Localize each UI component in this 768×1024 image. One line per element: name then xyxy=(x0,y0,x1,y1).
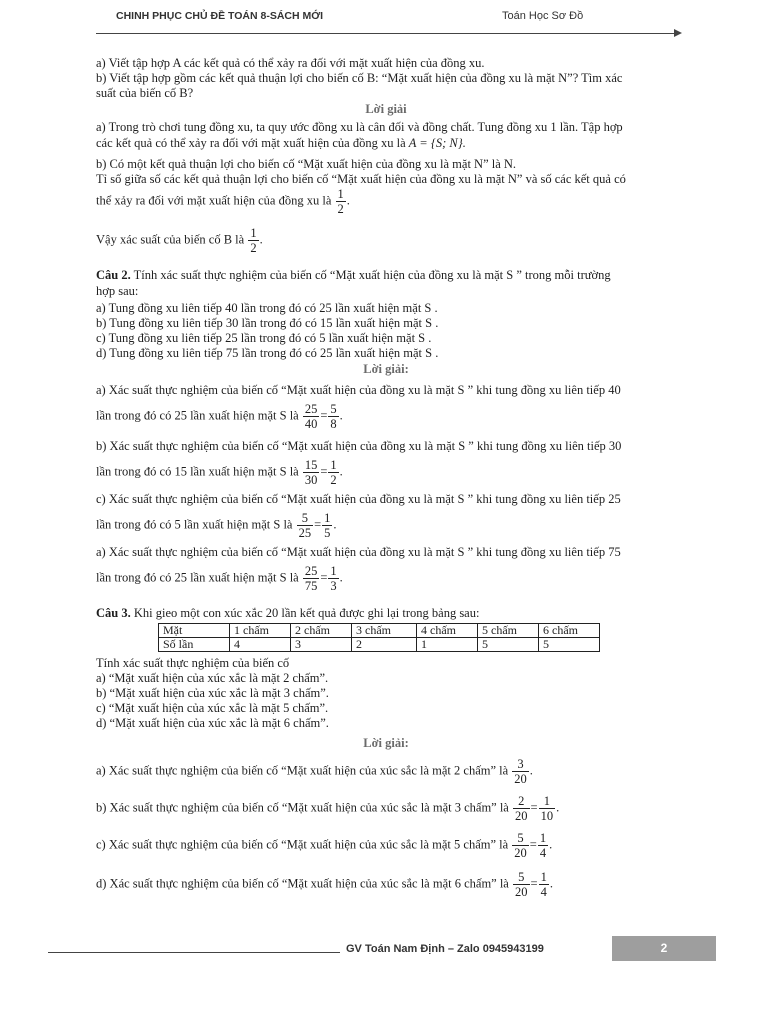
fraction-numerator: 5 xyxy=(513,870,530,885)
q3-prompt: Tính xác suất thực nghiệm của biến cố xyxy=(96,656,290,670)
fraction xyxy=(336,187,346,216)
fraction-denominator: 20 xyxy=(514,846,527,860)
fraction-numerator: 3 xyxy=(512,757,529,772)
q3-solution-a-text: a) Xác suất thực nghiệm của biến cố “Mặt xuất hiện của xúc sắc là mặt 2 chấm” là xyxy=(96,763,509,778)
table-cell: 5 xyxy=(478,638,539,652)
q1-solution-line3: b) Có một kết quả thuận lợi cho biến cố “Mặt xuất hiện của đồng xu là mặt N” là N. xyxy=(96,157,517,171)
q2-question-line2: hợp sau: xyxy=(96,284,139,298)
table-cell: 1 chấm xyxy=(230,624,291,638)
fraction xyxy=(303,458,320,487)
table-cell: 3 chấm xyxy=(352,624,417,638)
arrow-icon xyxy=(674,29,682,37)
q2-solution-c-text: lần trong đó có 5 lần xuất hiện mặt S là xyxy=(96,517,293,532)
q2-question-text: Tính xác suất thực nghiệm của biến cố “Mặt xuất hiện của đồng xu là mặt S ” trong mỗi trường xyxy=(133,268,611,282)
fraction xyxy=(328,458,338,487)
fraction-denominator: 25 xyxy=(298,526,312,540)
q2-solution-b-text: lần trong đó có 15 lần xuất hiện mặt S là xyxy=(96,464,299,479)
table-cell: Mặt xyxy=(159,624,230,638)
table-cell: 5 chấm xyxy=(478,624,539,638)
q1-solution-title: Lời giải xyxy=(365,102,407,116)
fraction xyxy=(303,564,320,593)
q2-label: Câu 2. xyxy=(96,268,131,282)
q2-solution-a-text: lần trong đó có 25 lần xuất hiện mặt S là xyxy=(96,408,299,423)
q1-part-b-line1: b) Viết tập hợp gồm các kết quả thuận lợi cho biến cố B: “Mặt xuất hiện của đồng xu là mặt N”? Tìm xác xyxy=(96,71,623,85)
fraction-denominator: 2 xyxy=(250,241,257,255)
q3-part-c: c) “Mặt xuất hiện của xúc xắc là mặt 5 chấm”. xyxy=(96,701,329,715)
dice-results-table xyxy=(158,623,600,652)
q2-part-b: b) Tung đồng xu liên tiếp 30 lần trong đó có 15 lần xuất hiện mặt S . xyxy=(96,316,439,330)
table-header-row xyxy=(159,624,600,638)
header-brand: Toán Học Sơ Đồ xyxy=(502,10,584,22)
fraction-numerator: 5 xyxy=(330,402,337,416)
fraction xyxy=(538,831,548,860)
header-title: CHINH PHỤC CHỦ ĐỀ TOÁN 8-SÁCH MỚI xyxy=(116,10,324,22)
fraction-denominator: 4 xyxy=(540,885,547,899)
page-number: 2 xyxy=(612,936,716,961)
table-row xyxy=(159,638,600,652)
q3-label: Câu 3. xyxy=(96,606,131,620)
q2-part-c: c) Tung đồng xu liên tiếp 25 lần trong đó có 5 lần xuất hiện mặt S . xyxy=(96,331,432,345)
q2-part-a: a) Tung đồng xu liên tiếp 40 lần trong đó có 25 lần xuất hiện mặt S . xyxy=(96,301,438,315)
q2-question-line1 xyxy=(96,268,611,282)
q1-sample-set: A = {S; N}. xyxy=(408,136,466,150)
fraction xyxy=(539,870,549,899)
fraction-denominator: 5 xyxy=(324,526,331,540)
fraction-numerator: 2 xyxy=(513,794,530,809)
fraction-denominator: 75 xyxy=(304,579,318,593)
q1-conclusion-text: Vậy xác suất của biến cố B là xyxy=(96,232,245,247)
q2-solution-a-line2: lần trong đó có 25 lần xuất hiện mặt S là $\frac{25}{40}$ = $\frac{5}{8}$ . xyxy=(96,402,343,431)
q2-part-d: d) Tung đồng xu liên tiếp 75 lần trong đó có 25 lần xuất hiện mặt S . xyxy=(96,346,439,360)
q1-conclusion: Vậy xác suất của biến cố B là $\frac{1}{2}$ . xyxy=(96,226,263,255)
q2-solution-d-line2: lần trong đó có 25 lần xuất hiện mặt S là $\frac{25}{75}$ = $\frac{1}{3}$ . xyxy=(96,564,343,593)
q2-solution-c-line2: lần trong đó có 5 lần xuất hiện mặt S là $\frac{5}{25}$ = $\frac{1}{5}$ . xyxy=(96,511,337,540)
q2-solution-title: Lời giải: xyxy=(363,362,409,376)
fraction-denominator: 40 xyxy=(304,417,318,431)
table-cell: 1 xyxy=(417,638,478,652)
q3-solution-d-text: d) Xác suất thực nghiệm của biến cố “Mặt xuất hiện của xúc sắc là mặt 6 chấm” là xyxy=(96,876,509,891)
fraction xyxy=(297,511,314,540)
footer-rule xyxy=(48,952,340,953)
q3-solution-a: a) Xác suất thực nghiệm của biến cố “Mặt xuất hiện của xúc sắc là mặt 2 chấm” là $\frac{3}{20}$ . xyxy=(96,757,533,786)
q3-solution-b-text: b) Xác suất thực nghiệm của biến cố “Mặt xuất hiện của xúc sắc là mặt 3 chấm” là xyxy=(96,800,509,815)
q3-solution-d: d) Xác suất thực nghiệm của biến cố “Mặt xuất hiện của xúc sắc là mặt 6 chấm” là $\frac{5}{20}$ = $\frac{1}{4}$ . xyxy=(96,870,553,899)
table-cell: 6 chấm xyxy=(539,624,600,638)
fraction xyxy=(328,402,338,431)
footer-author: GV Toán Nam Định – Zalo 0945943199 xyxy=(346,943,544,955)
header-rule xyxy=(96,33,676,34)
fraction xyxy=(303,402,320,431)
fraction-denominator: 8 xyxy=(330,417,337,431)
table-cell: 2 chấm xyxy=(291,624,352,638)
table-cell: 5 xyxy=(539,638,600,652)
q1-solution-line5: thể xảy ra đối với mặt xuất hiện của đồng xu là $\frac{1}{2}$ . xyxy=(96,187,350,216)
q3-solution-c-text: c) Xác suất thực nghiệm của biến cố “Mặt xuất hiện của xúc sắc là mặt 5 chấm” là xyxy=(96,837,509,852)
fraction-numerator: 1 xyxy=(539,794,556,809)
table-cell: 2 xyxy=(352,638,417,652)
q1-solution-line2-text: các kết quả có thể xảy ra đối với mặt xuất hiện của đồng xu là xyxy=(96,136,406,150)
fraction-numerator: 1 xyxy=(330,458,337,472)
q1-part-b-line2: suất của biến cố B? xyxy=(96,86,194,100)
q2-solution-d-text: lần trong đó có 25 lần xuất hiện mặt S là xyxy=(96,570,299,585)
q3-part-d: d) “Mặt xuất hiện của xúc xắc là mặt 6 chấm”. xyxy=(96,716,329,730)
q1-solution-line1: a) Trong trò chơi tung đồng xu, ta quy ước đồng xu là cân đối và đồng chất. Tung đồng xu 1 lần. Tập hợp xyxy=(96,120,623,134)
q3-part-a: a) “Mặt xuất hiện của xúc xắc là mặt 2 chấm”. xyxy=(96,671,329,685)
fraction-numerator: 1 xyxy=(250,226,257,240)
q1-part-a: a) Viết tập hợp A các kết quả có thể xảy ra đối với mặt xuất hiện của đồng xu. xyxy=(96,56,485,70)
q1-solution-line5-text: thể xảy ra đối với mặt xuất hiện của đồng xu là xyxy=(96,193,332,208)
fraction xyxy=(328,564,338,593)
fraction-numerator: 25 xyxy=(304,564,318,578)
fraction-denominator: 20 xyxy=(515,885,528,899)
q2-solution-d-line1: a) Xác suất thực nghiệm của biến cố “Mặt xuất hiện của đồng xu là mặt S ” khi tung đồng xu liên tiếp 75 xyxy=(96,545,621,559)
q2-solution-b-line2: lần trong đó có 15 lần xuất hiện mặt S là $\frac{15}{30}$ = $\frac{1}{2}$ . xyxy=(96,458,343,487)
q3-intro xyxy=(96,606,479,620)
q3-solution-c: c) Xác suất thực nghiệm của biến cố “Mặt xuất hiện của xúc sắc là mặt 5 chấm” là $\frac{5}{20}$ = $\frac{1}{4}$ . xyxy=(96,831,553,860)
table-cell: 3 xyxy=(291,638,352,652)
fraction-numerator: 1 xyxy=(540,870,547,884)
fraction-numerator: 25 xyxy=(304,402,318,416)
fraction xyxy=(513,870,530,899)
fraction-denominator: 30 xyxy=(304,473,318,487)
fraction-numerator: 5 xyxy=(512,831,529,846)
fraction xyxy=(322,511,332,540)
fraction-numerator: 15 xyxy=(304,458,318,472)
fraction-numerator: 5 xyxy=(297,511,314,526)
table-cell: 4 xyxy=(230,638,291,652)
fraction xyxy=(539,794,556,823)
fraction-numerator: 1 xyxy=(337,187,344,201)
fraction-denominator: 2 xyxy=(337,202,344,216)
fraction xyxy=(512,831,529,860)
q2-solution-c-line1: c) Xác suất thực nghiệm của biến cố “Mặt xuất hiện của đồng xu là mặt S ” khi tung đồng xu liên tiếp 25 xyxy=(96,492,621,506)
fraction-denominator: 4 xyxy=(539,846,547,860)
q1-solution-line2 xyxy=(96,136,466,150)
table-cell: Số lần xyxy=(159,638,230,652)
q1-solution-line4: Tỉ số giữa số các kết quả thuận lợi cho biến cố “Mặt xuất hiện của đồng xu là mặt N” và số các kết quả có xyxy=(96,172,626,186)
table-cell: 4 chấm xyxy=(417,624,478,638)
fraction-denominator: 3 xyxy=(330,579,337,593)
fraction xyxy=(512,757,529,786)
q3-part-b: b) “Mặt xuất hiện của xúc xắc là mặt 3 chấm”. xyxy=(96,686,329,700)
fraction-denominator: 20 xyxy=(514,772,527,786)
fraction xyxy=(248,226,258,255)
fraction xyxy=(513,794,530,823)
fraction-denominator: 2 xyxy=(330,473,337,487)
q3-intro-text: Khi gieo một con xúc xắc 20 lần kết quả được ghi lại trong bảng sau: xyxy=(133,606,480,620)
q3-solution-b: b) Xác suất thực nghiệm của biến cố “Mặt xuất hiện của xúc sắc là mặt 3 chấm” là $\frac{2}{20}$ = $\frac{1}{10}$ . xyxy=(96,794,560,823)
fraction-denominator: 20 xyxy=(515,809,528,823)
fraction-denominator: 10 xyxy=(540,809,554,823)
fraction-numerator: 1 xyxy=(539,831,547,845)
q3-solution-title: Lời giải: xyxy=(363,736,409,750)
q2-solution-b-line1: b) Xác suất thực nghiệm của biến cố “Mặt xuất hiện của đồng xu là mặt S ” khi tung đồng xu liên tiếp 30 xyxy=(96,439,622,453)
q2-solution-a-line1: a) Xác suất thực nghiệm của biến cố “Mặt xuất hiện của đồng xu là mặt S ” khi tung đồng xu liên tiếp 40 xyxy=(96,383,621,397)
fraction-numerator: 1 xyxy=(324,511,331,525)
fraction-numerator: 1 xyxy=(330,564,337,578)
